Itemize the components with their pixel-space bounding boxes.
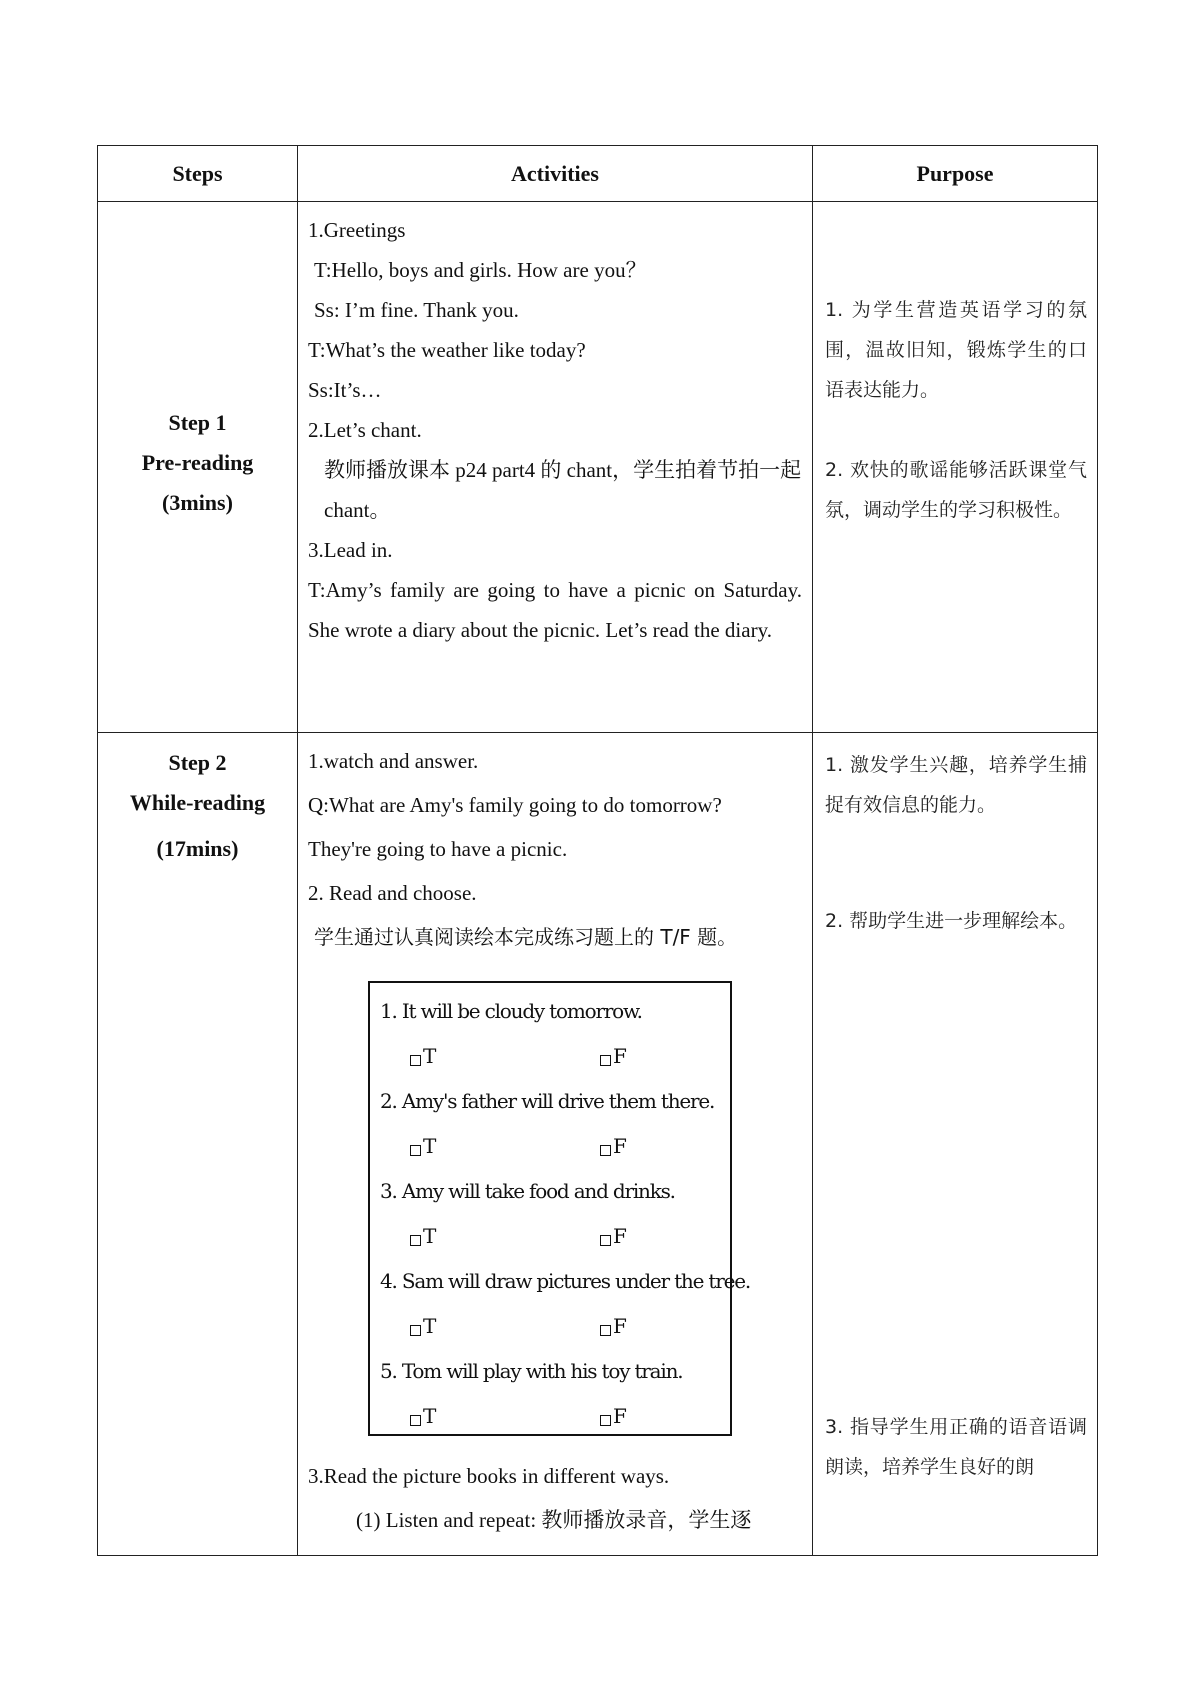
step-phase: Pre-reading (141, 450, 254, 475)
checkbox-icon (410, 1145, 421, 1156)
step-1-cell (98, 202, 298, 733)
step-2-purpose (813, 733, 1098, 1556)
checkbox-icon (600, 1235, 611, 1246)
quiz-question: 4. Sam will draw pictures under the tree. (380, 1269, 751, 1293)
option-true-label: T (423, 1224, 437, 1248)
option-true[interactable] (410, 1123, 600, 1169)
step-duration: (3mins) (162, 490, 233, 515)
activity-line: T:Amy’s family are going to have a picnic on Saturday. She wrote a diary about the picnic. Let’s read the diary. (308, 578, 802, 642)
checkbox-icon (410, 1325, 421, 1336)
activity-line: Q:What are Amy's family going to do tomorrow? (308, 793, 722, 817)
purpose-line: 1. 激发学生兴趣，培养学生捕捉有效信息的能力。 (825, 754, 1087, 816)
table-row-step-2 (98, 733, 1098, 1556)
activity-line: T:What’s the weather like today? (308, 338, 586, 362)
option-true-label: T (423, 1044, 437, 1068)
activity-line: 1.Greetings (308, 218, 406, 242)
activity-line: They're going to have a picnic. (308, 837, 568, 861)
quiz-item (380, 1349, 730, 1439)
activity-line: 教师播放课本 p24 part4 的 chant，学生拍着节拍一起 chant。 (324, 458, 802, 522)
option-false[interactable] (600, 1393, 627, 1439)
true-false-quiz (368, 981, 751, 1436)
table-row-step-1 (98, 202, 1098, 733)
option-false[interactable] (600, 1213, 627, 1259)
quiz-options (380, 1393, 730, 1439)
header-steps: Steps (98, 146, 298, 202)
option-true[interactable] (410, 1303, 600, 1349)
checkbox-icon (600, 1145, 611, 1156)
quiz-options (380, 1303, 730, 1349)
quiz-item (380, 1259, 751, 1349)
activity-line: 3.Read the picture books in different ways. (308, 1464, 670, 1488)
quiz-item (380, 1079, 730, 1169)
step-2-cell (98, 733, 298, 1556)
checkbox-icon (600, 1415, 611, 1426)
option-false[interactable] (600, 1303, 627, 1349)
purpose-line: 2. 帮助学生进一步理解绘本。 (825, 910, 1078, 932)
activity-line: 2.Let’s chant. (308, 418, 422, 442)
option-true[interactable] (410, 1393, 600, 1439)
activity-line: Ss: I’m fine. Thank you. (314, 298, 519, 322)
checkbox-icon (410, 1415, 421, 1426)
option-false-label: F (613, 1314, 627, 1338)
quiz-options (380, 1213, 730, 1259)
activity-line: Ss:It’s… (308, 378, 382, 402)
step-title: Step 1 (168, 410, 227, 435)
activity-line: 学生通过认真阅读绘本完成练习题上的 T/F 题。 (314, 925, 738, 949)
step-title: Step 2 (168, 750, 227, 775)
option-false-label: F (613, 1224, 627, 1248)
quiz-options (380, 1123, 730, 1169)
option-true-label: T (423, 1404, 437, 1428)
checkbox-icon (600, 1325, 611, 1336)
checkbox-icon (410, 1055, 421, 1066)
header-row (98, 146, 1098, 202)
activity-line: 3.Lead in. (308, 538, 393, 562)
option-true[interactable] (410, 1213, 600, 1259)
option-false-label: F (613, 1044, 627, 1068)
option-false-label: F (613, 1134, 627, 1158)
purpose-line: 1. 为学生营造英语学习的氛围，温故旧知，锻炼学生的口语表达能力。 (825, 299, 1087, 401)
step-1-purpose (813, 202, 1098, 733)
quiz-item (380, 1169, 730, 1259)
quiz-question: 5. Tom will play with his toy train. (380, 1359, 683, 1383)
lesson-plan-table (97, 145, 1098, 1556)
quiz-item (380, 989, 730, 1079)
option-true-label: T (423, 1314, 437, 1338)
step-2-activities (298, 733, 813, 1556)
quiz-question: 1. It will be cloudy tomorrow. (380, 999, 642, 1023)
activity-line: 1.watch and answer. (308, 749, 479, 773)
checkbox-icon (410, 1235, 421, 1246)
quiz-question: 2. Amy's father will drive them there. (380, 1089, 715, 1113)
option-true[interactable] (410, 1033, 600, 1079)
quiz-options (380, 1033, 730, 1079)
activity-line: 2. Read and choose. (308, 881, 477, 905)
header-activities: Activities (298, 146, 813, 202)
activity-line: T:Hello, boys and girls. How are you？ (314, 258, 647, 282)
option-false[interactable] (600, 1123, 627, 1169)
step-duration: (17mins) (156, 836, 239, 861)
option-false[interactable] (600, 1033, 627, 1079)
step-1-activities (298, 202, 813, 733)
header-purpose: Purpose (813, 146, 1098, 202)
quiz-question: 3. Amy will take food and drinks. (380, 1179, 675, 1203)
activity-line: (1) Listen and repeat: 教师播放录音，学生逐 (356, 1508, 752, 1532)
checkbox-icon (600, 1055, 611, 1066)
option-true-label: T (423, 1134, 437, 1158)
purpose-line: 2. 欢快的歌谣能够活跃课堂气氛，调动学生的学习积极性。 (825, 459, 1087, 521)
purpose-line: 3. 指导学生用正确的语音语调朗读，培养学生良好的朗 (825, 1416, 1087, 1478)
step-phase: While-reading (129, 790, 266, 815)
option-false-label: F (613, 1404, 627, 1428)
